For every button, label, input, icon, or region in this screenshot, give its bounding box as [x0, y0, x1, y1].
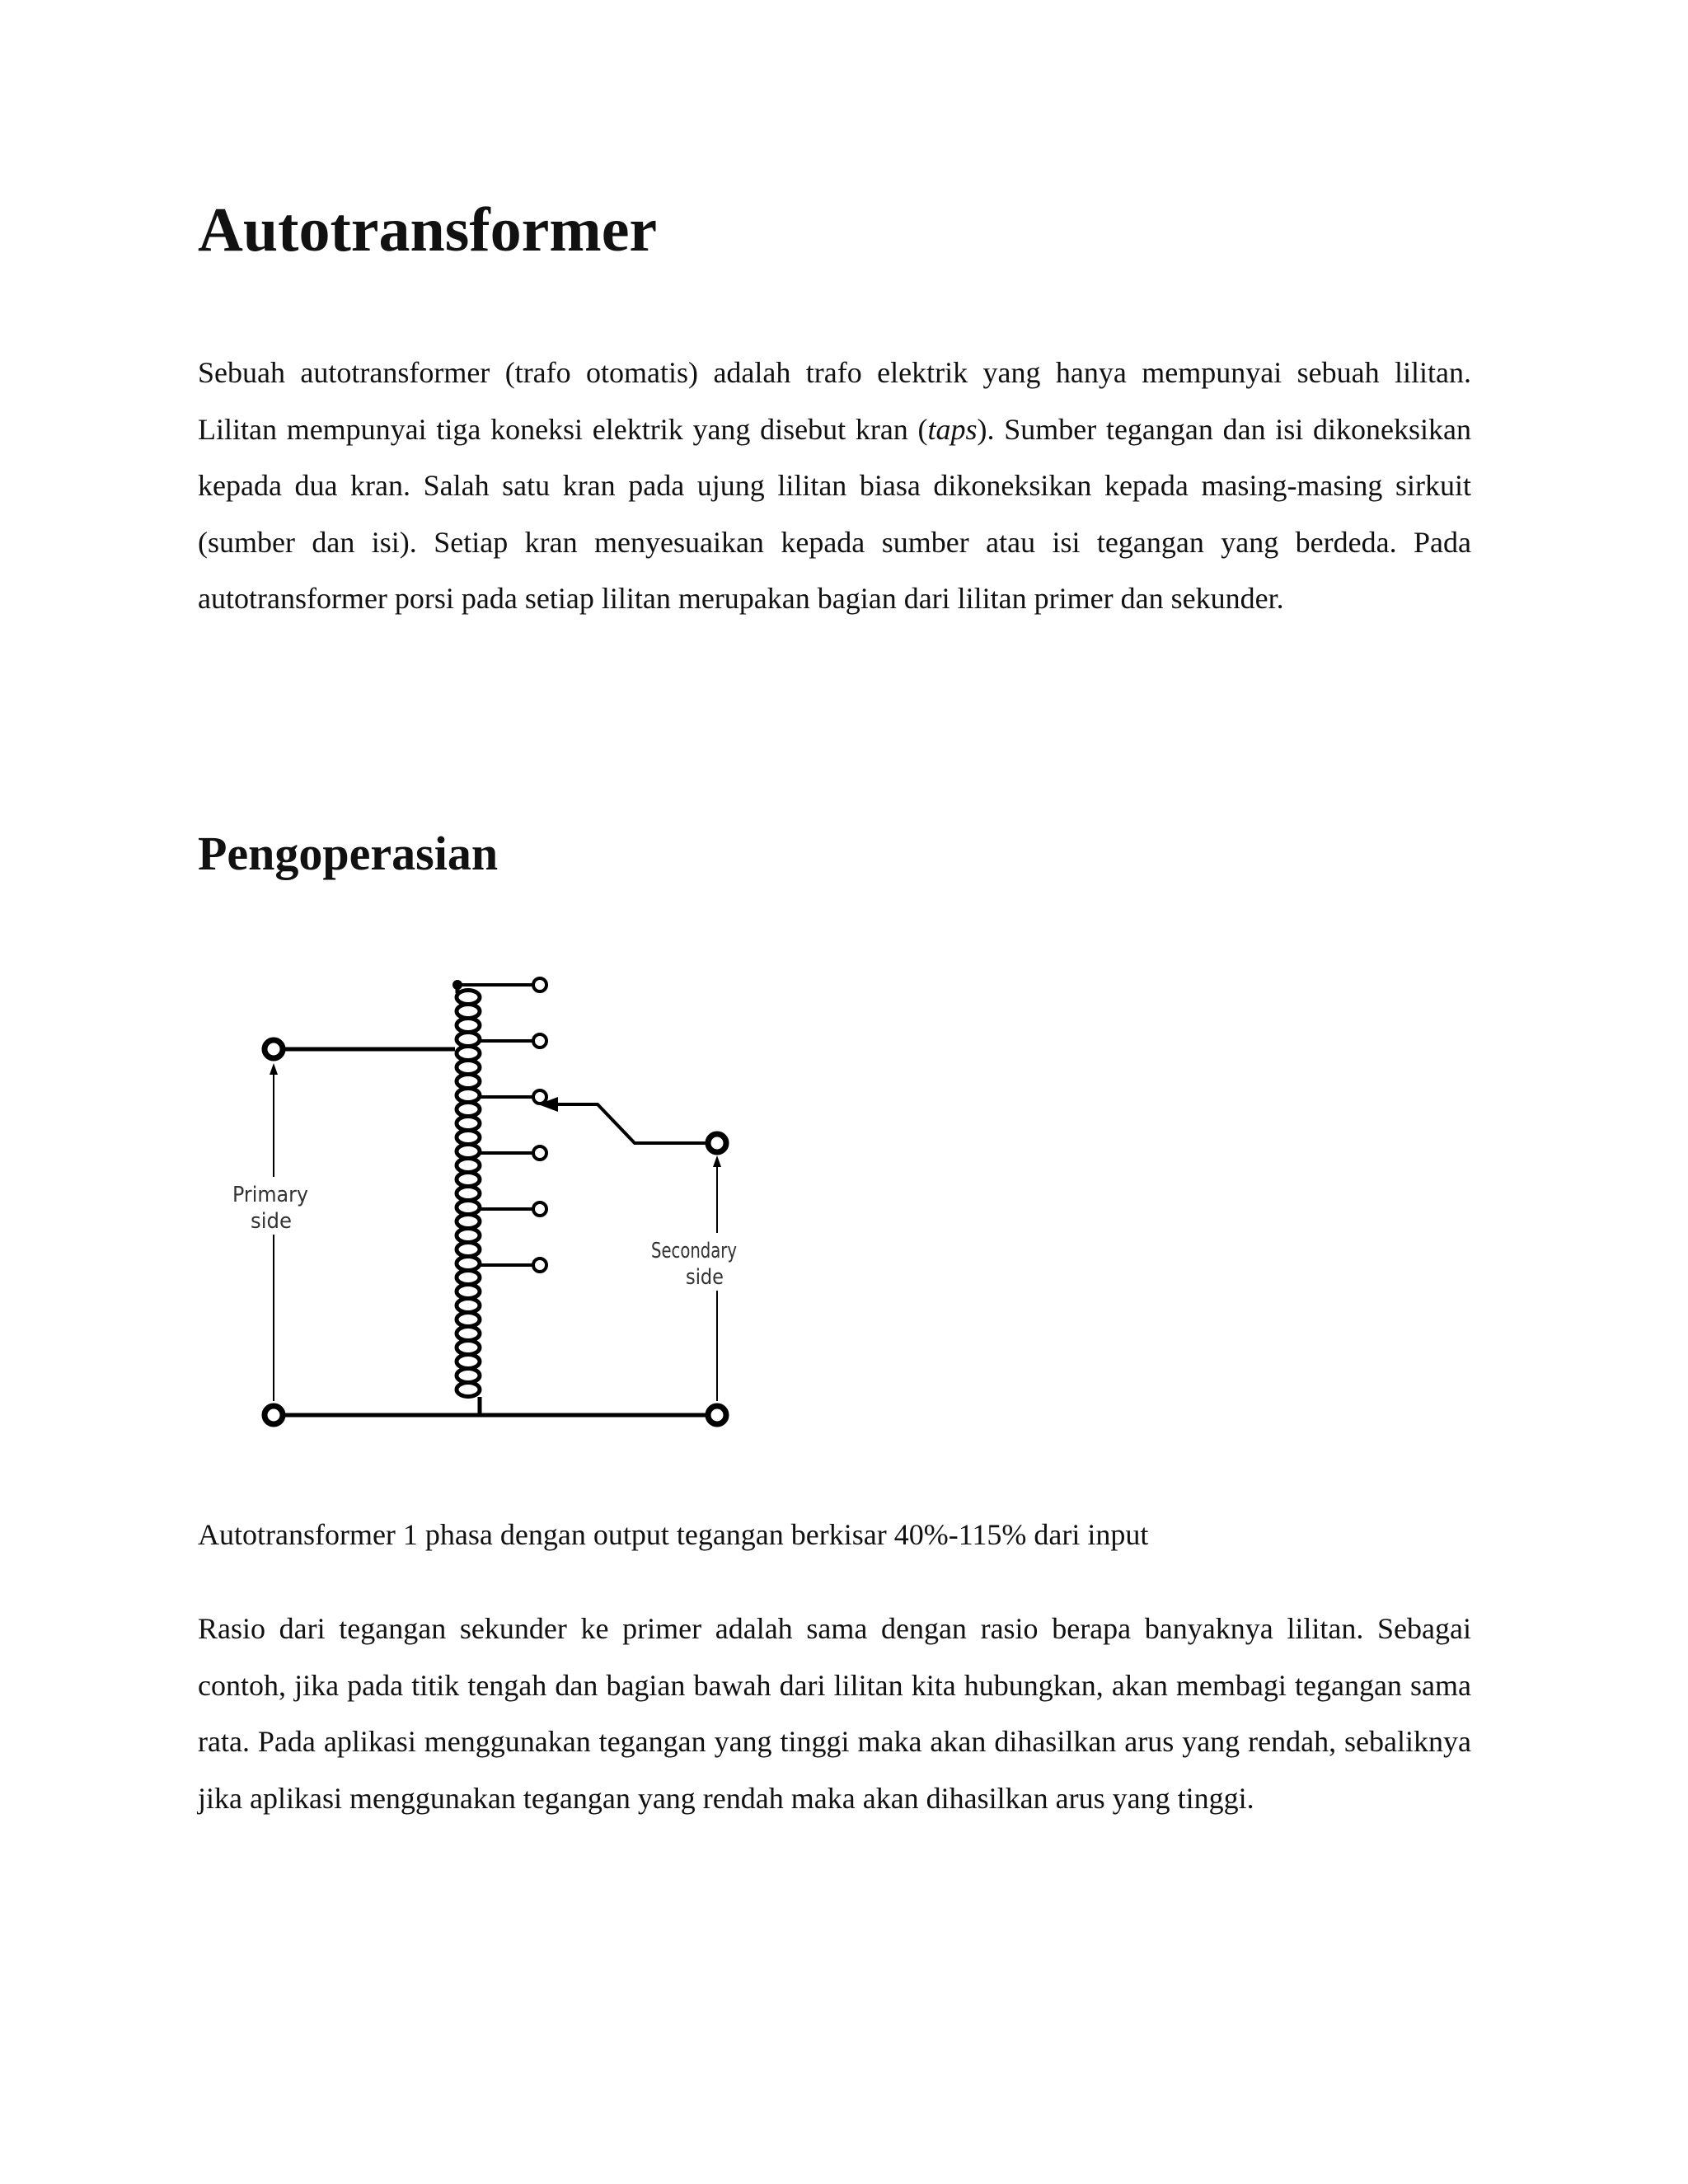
tap-terminal: [533, 978, 546, 991]
coil-loop: [457, 1327, 480, 1341]
secondary-side-label-1: Secondary: [651, 1239, 737, 1263]
figure-caption: Autotransformer 1 phasa dengan output tegangan berkisar 40%-115% dari input: [198, 1518, 1149, 1551]
coil-loop: [457, 1075, 480, 1089]
tap-terminal: [533, 1146, 546, 1160]
intro-paragraph: Sebuah autotransformer (trafo otomatis) adalah trafo elektrik yang hanya mempunyai sebuah lilitan. Lilitan mempunyai tiga koneksi elektrik yang disebut kran (taps). Sumber tegangan dan isi dikoneksikan kepada dua kran. Salah satu kran pada ujung lilitan biasa dikoneksikan kepada masing-masing sirkuit (sumber dan isi). Setiap kran menyesuaikan kepada sumber atau isi tegangan yang berdeda. Pada autotransformer porsi pada setiap lilitan merupakan bagian dari lilitan primer dan sekunder.: [198, 356, 1471, 616]
coil-loop: [457, 1117, 480, 1131]
coil-loop: [457, 1173, 480, 1187]
tap-terminal: [533, 1202, 546, 1216]
coil-loop: [457, 1061, 480, 1075]
coil-loop: [457, 1243, 480, 1257]
coil-loop: [457, 1159, 480, 1173]
coil-loop: [457, 1313, 480, 1327]
coil-loop: [457, 1033, 480, 1047]
coil-loop: [457, 1257, 480, 1271]
coil-loop: [457, 1271, 480, 1285]
primary-side-label-2: side: [251, 1209, 292, 1234]
coil-loop: [457, 1215, 480, 1229]
coil-loop: [457, 1355, 480, 1369]
page-title: Autotransformer: [198, 195, 658, 265]
coil-winding: [457, 985, 480, 1397]
coil-loop: [457, 1201, 480, 1215]
taps-term: taps: [927, 412, 978, 446]
tap-terminal: [533, 1090, 546, 1104]
coil-loop: [457, 1341, 480, 1355]
primary-side-label-1: Primary: [232, 1183, 308, 1207]
coil-loop: [457, 1131, 480, 1145]
primary-side-arrow-icon: [270, 1063, 278, 1075]
secondary-top-terminal: [708, 1134, 726, 1152]
wiper-lead: [556, 1104, 707, 1143]
coil-loop: [457, 1047, 480, 1061]
primary-top-terminal: [265, 1040, 283, 1058]
secondary-side-label-2: side: [686, 1265, 724, 1290]
coil-loop: [457, 1299, 480, 1313]
coil-loop: [457, 1019, 480, 1033]
coil-loop: [457, 991, 480, 1005]
autotransformer-diagram: [223, 956, 750, 1451]
coil-loop: [457, 1369, 480, 1383]
body-paragraph: Rasio dari tegangan sekunder ke primer adalah sama dengan rasio berapa banyaknya lilitan. Sebagai contoh, jika pada titik tengah dan bagian bawah dari lilitan kita hubungkan, akan membagi tegangan sama rata. Pada aplikasi menggunakan tegangan yang tinggi maka akan dihasilkan arus yang rendah, sebaliknya jika aplikasi menggunakan tegangan yang rendah maka akan dihasilkan arus yang tinggi.: [198, 1612, 1471, 1815]
coil-loop: [457, 1089, 480, 1103]
tap-terminal: [533, 1034, 546, 1047]
coil-loop: [457, 1187, 480, 1201]
tap-terminal: [533, 1258, 546, 1272]
secondary-bottom-terminal: [708, 1406, 726, 1424]
coil-loop: [457, 1145, 480, 1159]
section-heading: Pengoperasian: [198, 827, 499, 880]
coil-loop: [457, 1229, 480, 1243]
secondary-side-arrow-icon: [713, 1155, 721, 1167]
coil-loop: [457, 1005, 480, 1019]
primary-bottom-terminal: [265, 1406, 283, 1424]
coil-loop: [457, 1285, 480, 1299]
coil-loop: [457, 1383, 480, 1397]
coil-loop: [457, 1103, 480, 1117]
